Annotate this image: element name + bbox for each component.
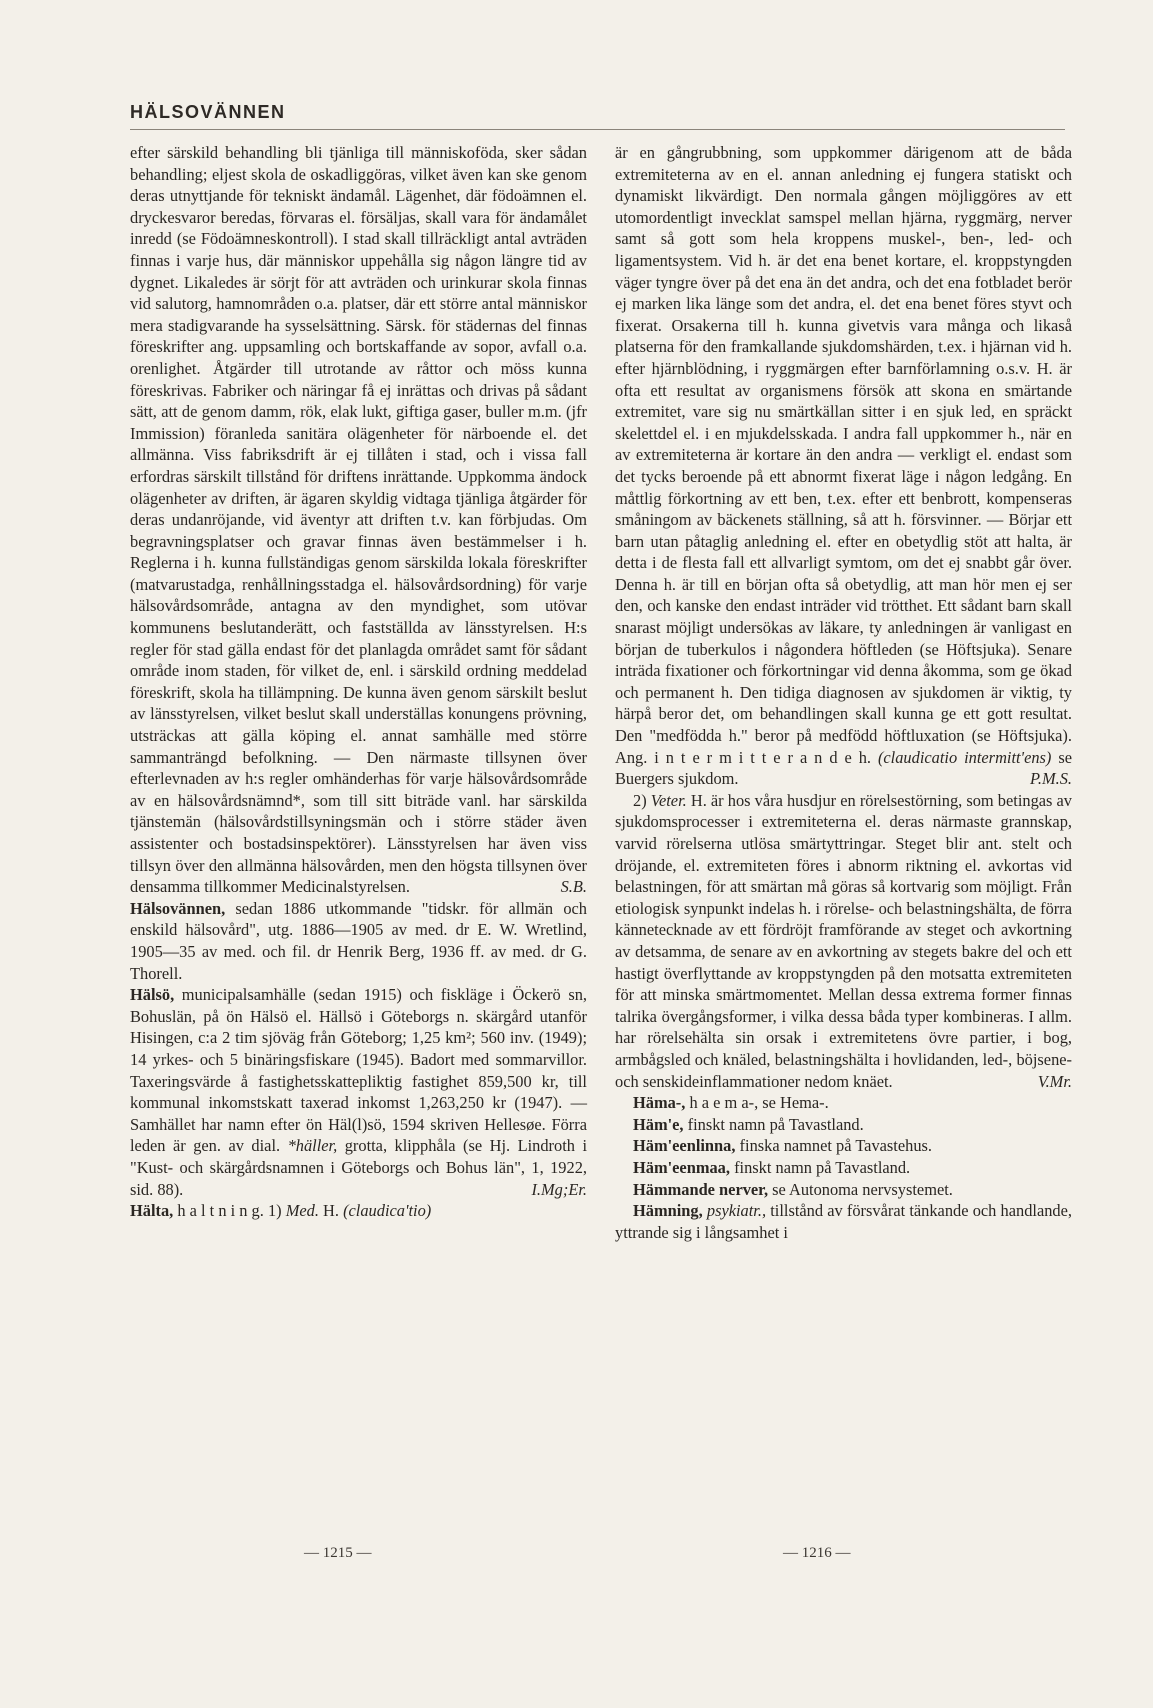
paragraph-text: se Buergers sjukdom. xyxy=(615,747,1072,789)
entry-hamning xyxy=(615,1200,1072,1243)
entry-italic: Med. xyxy=(285,1201,319,1221)
running-header: HÄLSOVÄNNEN xyxy=(130,102,286,122)
entry-hameenlinna xyxy=(615,1135,1072,1157)
entry-italic: (claudicatio intermitt'ens) xyxy=(877,747,1052,767)
author-signature: P.M.S. xyxy=(1029,769,1072,789)
paragraph-text: H. är hos våra husdjur en rörelsestörning, som betingas av sjukdomsprocesser i extremiteterna el. deras närmaste grannskap, varvid rörelserna utlösa smärtyttringar. Steget blir ant. stelt och dröjande, el. extremiteten föres i abnorm riktning el. avkortas vid belastningen, för att smärtan må göras så kortvarig som möjligt. Från etiologisk synpunkt indelas h. i rörelse- och belastningshälta, de förra kännetecknade av ett fördröjt framförande av steget och avkortning av detsamma, de senare av en avkortning av stegets bakre del och ett hastigt överflyttande av kroppstyngden på den motsatta extremiteten för att minska smärtmomentet. Mellan dessa extrema former finnas talrika övergångsformer, i vilka dessa båda typer kombineras. I allm. har rörelsehälta sin orsak i extremitetens övre partier, i bog, armbågsled och knäled, belastningshälta i hovlidanden, led-, böjsene- och senskideinflammationer nedom knäet. xyxy=(615,790,1072,1091)
entry-hama xyxy=(615,1092,1072,1114)
left-column xyxy=(130,142,587,1222)
headword: Hämning, xyxy=(633,1201,703,1221)
headword: Häm'eenmaa, xyxy=(633,1157,730,1177)
entry-italic: psykiatr., xyxy=(702,1201,767,1221)
entry-text: H. xyxy=(318,1201,344,1221)
entry-halso xyxy=(130,984,587,1200)
entry-text: sedan 1886 utkommande "tidskr. för allmän och enskild hälsovård", utg. 1886—1905 av med. dr E. W. Wretlind, 1905—35 av med. och fil. dr Henrik Berg, 1936 ff. av med. dr G. Thorell. xyxy=(130,898,587,983)
entry-hameenmaa xyxy=(615,1157,1072,1179)
right-column xyxy=(615,142,1072,1243)
headword: Häma-, xyxy=(633,1093,686,1113)
paragraph-halta-med xyxy=(615,142,1072,790)
page-number-left: — 1215 — xyxy=(304,1545,372,1561)
headword: Häm'e, xyxy=(633,1114,684,1134)
entry-text: finskt namn på Tavastland. xyxy=(729,1157,911,1177)
author-signature: I.Mg;Er. xyxy=(531,1179,587,1199)
paragraph-halta-veter xyxy=(615,790,1072,1092)
entry-italic: *häller, xyxy=(287,1136,338,1156)
entry-text: grotta, klipphåla (se Hj. Lindroth i "Kust- och skärgårdsnamnen i Göteborgs och Bohus län", 1, 1922, sid. 88). xyxy=(130,1136,588,1199)
entry-text: tillstånd av försvårat tänkande och handlande, yttrande sig i långsamhet i xyxy=(615,1201,1072,1242)
headword: Hälsovännen, xyxy=(130,898,226,918)
header-rule xyxy=(130,129,1065,130)
entry-text: finskt namn på Tavastland. xyxy=(683,1114,864,1134)
author-signature: V.Mr. xyxy=(1037,1071,1072,1091)
entry-text: municipalsamhälle (sedan 1915) och fiskläge i Öckerö sn, Bohuslän, på ön Hälsö el. Hällsö i Göteborgs n. skärgård utanför Hisingen, c:a 2 tim sjöväg från Göteborg; 1,25 km²; 560 inv. (1949); 14 yrkes- och 5 binäringsfiskare (1945). Badort med sommarvillor. Taxeringsvärde å fastighetsskattepliktig fastighet 859,500 kr, till kommunal inkomstskatt taxerad inkomst 1,263,250 kr (1947). — Samhället har namn efter ön Häl(l)sö, 1594 skriven Hellesøe. Förra leden är gen. av dial. xyxy=(130,985,587,1156)
entry-text: h a e m a-, se Hema-. xyxy=(685,1093,829,1113)
entry-halta xyxy=(130,1200,587,1222)
entry-hame xyxy=(615,1114,1072,1136)
headword: Häm'eenlinna, xyxy=(633,1136,736,1156)
entry-italic: (claudica'tio) xyxy=(343,1201,432,1221)
author-signature: S.B. xyxy=(560,877,587,897)
entry-hammande-nerver xyxy=(615,1179,1072,1201)
paragraph-text: efter särskild behandling bli tjänliga till människoföda, sker sådan behandling; eljest skola de oskadliggöras, vilket även kan ske genom deras utnyttjande för tekniskt ändamål. Lägenhet, där födoämnen el. dryckesvaror beredas, förvaras el. försäljas, skall vara för ändamålet inredd (se Födoämneskontroll). I stad skall tillräckligt antal avträden finnas i varje hus, där människor uppehålla sig någon längre tid av dygnet. Likaledes är sörjt för att avträden och urinkurar skola finnas vid salutorg, hamnområden o.a. platser, där ett större antal människor mera stadigvarande ha sysselsättning. Särsk. för städernas del finnas föreskrifter ang. uppsamling och bortskaffande av sopor, avfall o.a. orenlighet. Åtgärder till utrotande av råttor och möss kunna föreskrivas. Fabriker och näringar få ej inrättas och drivas på sådant sätt, att de genom damm, rök, elak lukt, giftiga gaser, buller m.m. (jfr Immission) föranleda sanitära olägenheter för närboende el. det allmänna. Viss fabriksdrift är ej tillåten i stad, och i vissa fall erfordras särskilt tillstånd för driftens inrättande. Uppkomma ändock olägenheter av driften, är ägaren skyldig vidtaga tjänliga åtgärder för deras undanröjande, vid äventyr att driften t.v. kan förbjudas. Om begravningsplatser och gravar finnas även bestämmelser i h. Reglerna i h. kunna fullständigas genom särskilda lokala föreskrifter (matvarustadga, renhållningsstadga el. hälsovårdsordning) för varje hälsovårdsområde, antagna av den myndighet, som utövar kommunens beslutanderätt, och fastställda av länsstyrelsen. H:s regler för stad gälla endast för det planlagda området samt för sådant område inom staden, för vilket de, enl. i särskild ordning meddelad föreskrift, skola ha tillämpning. De kunna även genom särskilt beslut av länsstyrelsen, vilket beslut skall underställas konungens prövning, utsträckas att gälla köping el. annat samhälle med större sammanträngd befolkning. — Den närmaste tillsynen över efterlevnaden av h:s regler omhänderhas för varje hälsovårdsområde av en hälsovårdsnämnd*, som till sitt biträde vanl. har särskilda tjänstemän (hälsovårdstillsyningsmän och i större städer även assistenter och bostadsinspektörer). Länsstyrelsen har även viss tillsyn över den allmänna hälsovården, men den högsta tillsynen över densamma tillkommer Medicinalstyrelsen. xyxy=(130,143,587,897)
paragraph-text: är en gångrubbning, som uppkommer därigenom att de båda extremiteterna av en el. annan anledning ej fungera statiskt och dynamiskt likvärdigt. Den normala gången möjliggöres av ett utomordentligt invecklat samspel mellan hjärna, ryggmärg, nerver samt så gott som hela kroppens muskel-, ben-, led- och ligamentsystem. Vid h. är det ena benet kortare, el. kroppstyngden väger tyngre över på det ena än det andra, och det ena fotbladet berör ej marken lika länge som det andra, el. det ena benet föres styvt och fixerat. Orsakerna till h. kunna givetvis vara många och likaså platserna för den framkallande sjukdomshärden, t.ex. i hjärnan vid h. efter hjärnblödning, i ryggmärgen efter barnförlamning o.s.v. H. är ofta ett resultat av organismens försök att skona en smärtande extremitet, vare sig nu smärtkällan sitter i en sjuk led, en spräckt skelettdel el. i en mjukdelsskada. I andra fall uppkommer h., när en av extremiteterna är kortare än den andra — verkligt el. endast som det tycks beroende på ett abnormt fixerat läge i någon ledgång. En måttlig förkortning av ett ben, t.ex. efter ett benbrott, kompenseras småningom av bäckenets ställning, så att h. försvinner. — Börjar ett barn utan påtaglig anledning el. efter en obetydlig stöt att halta, är detta i de flesta fall ett allvarligt symtom, om det ej snabbt går över. Denna h. är till en början ofta så obetydlig, att man hör men ej ser den, och kanske den endast inträder vid trötthet. Ett sådant barn skall snarast möjligt undersökas av läkare, ty anledningen är vanligast en början de tuberkulos i någondera höftleden (se Höftsjuka). Senare inträda fixationer och förkortningar vid denna åkomma, som ge ökad och permanent h. Den tidiga diagnosen av sjukdomen är viktig, ty härpå beror det, om behandlingen skall kunna ge ett gott resultat. Den "medfödda h." beror på medfödd höftluxation (se Höftsjuka). Ang. i n t e r m i t t e r a n d e h. xyxy=(615,143,1072,767)
headword: Hälsö, xyxy=(130,985,175,1005)
headword: Hämmande nerver, xyxy=(633,1179,769,1199)
page-number-right: — 1216 — xyxy=(783,1545,851,1561)
section-label: Veter. xyxy=(650,790,687,810)
entry-text: finska namnet på Tavastehus. xyxy=(735,1136,933,1156)
entry-halsovannen xyxy=(130,898,587,984)
entry-text: h a l t n i n g. 1) xyxy=(173,1201,286,1221)
paragraph-halsovard-continued xyxy=(130,142,587,898)
entry-text: se Autonoma nervsystemet. xyxy=(768,1179,953,1199)
headword: Hälta, xyxy=(130,1201,174,1221)
section-number: 2) xyxy=(633,790,651,810)
